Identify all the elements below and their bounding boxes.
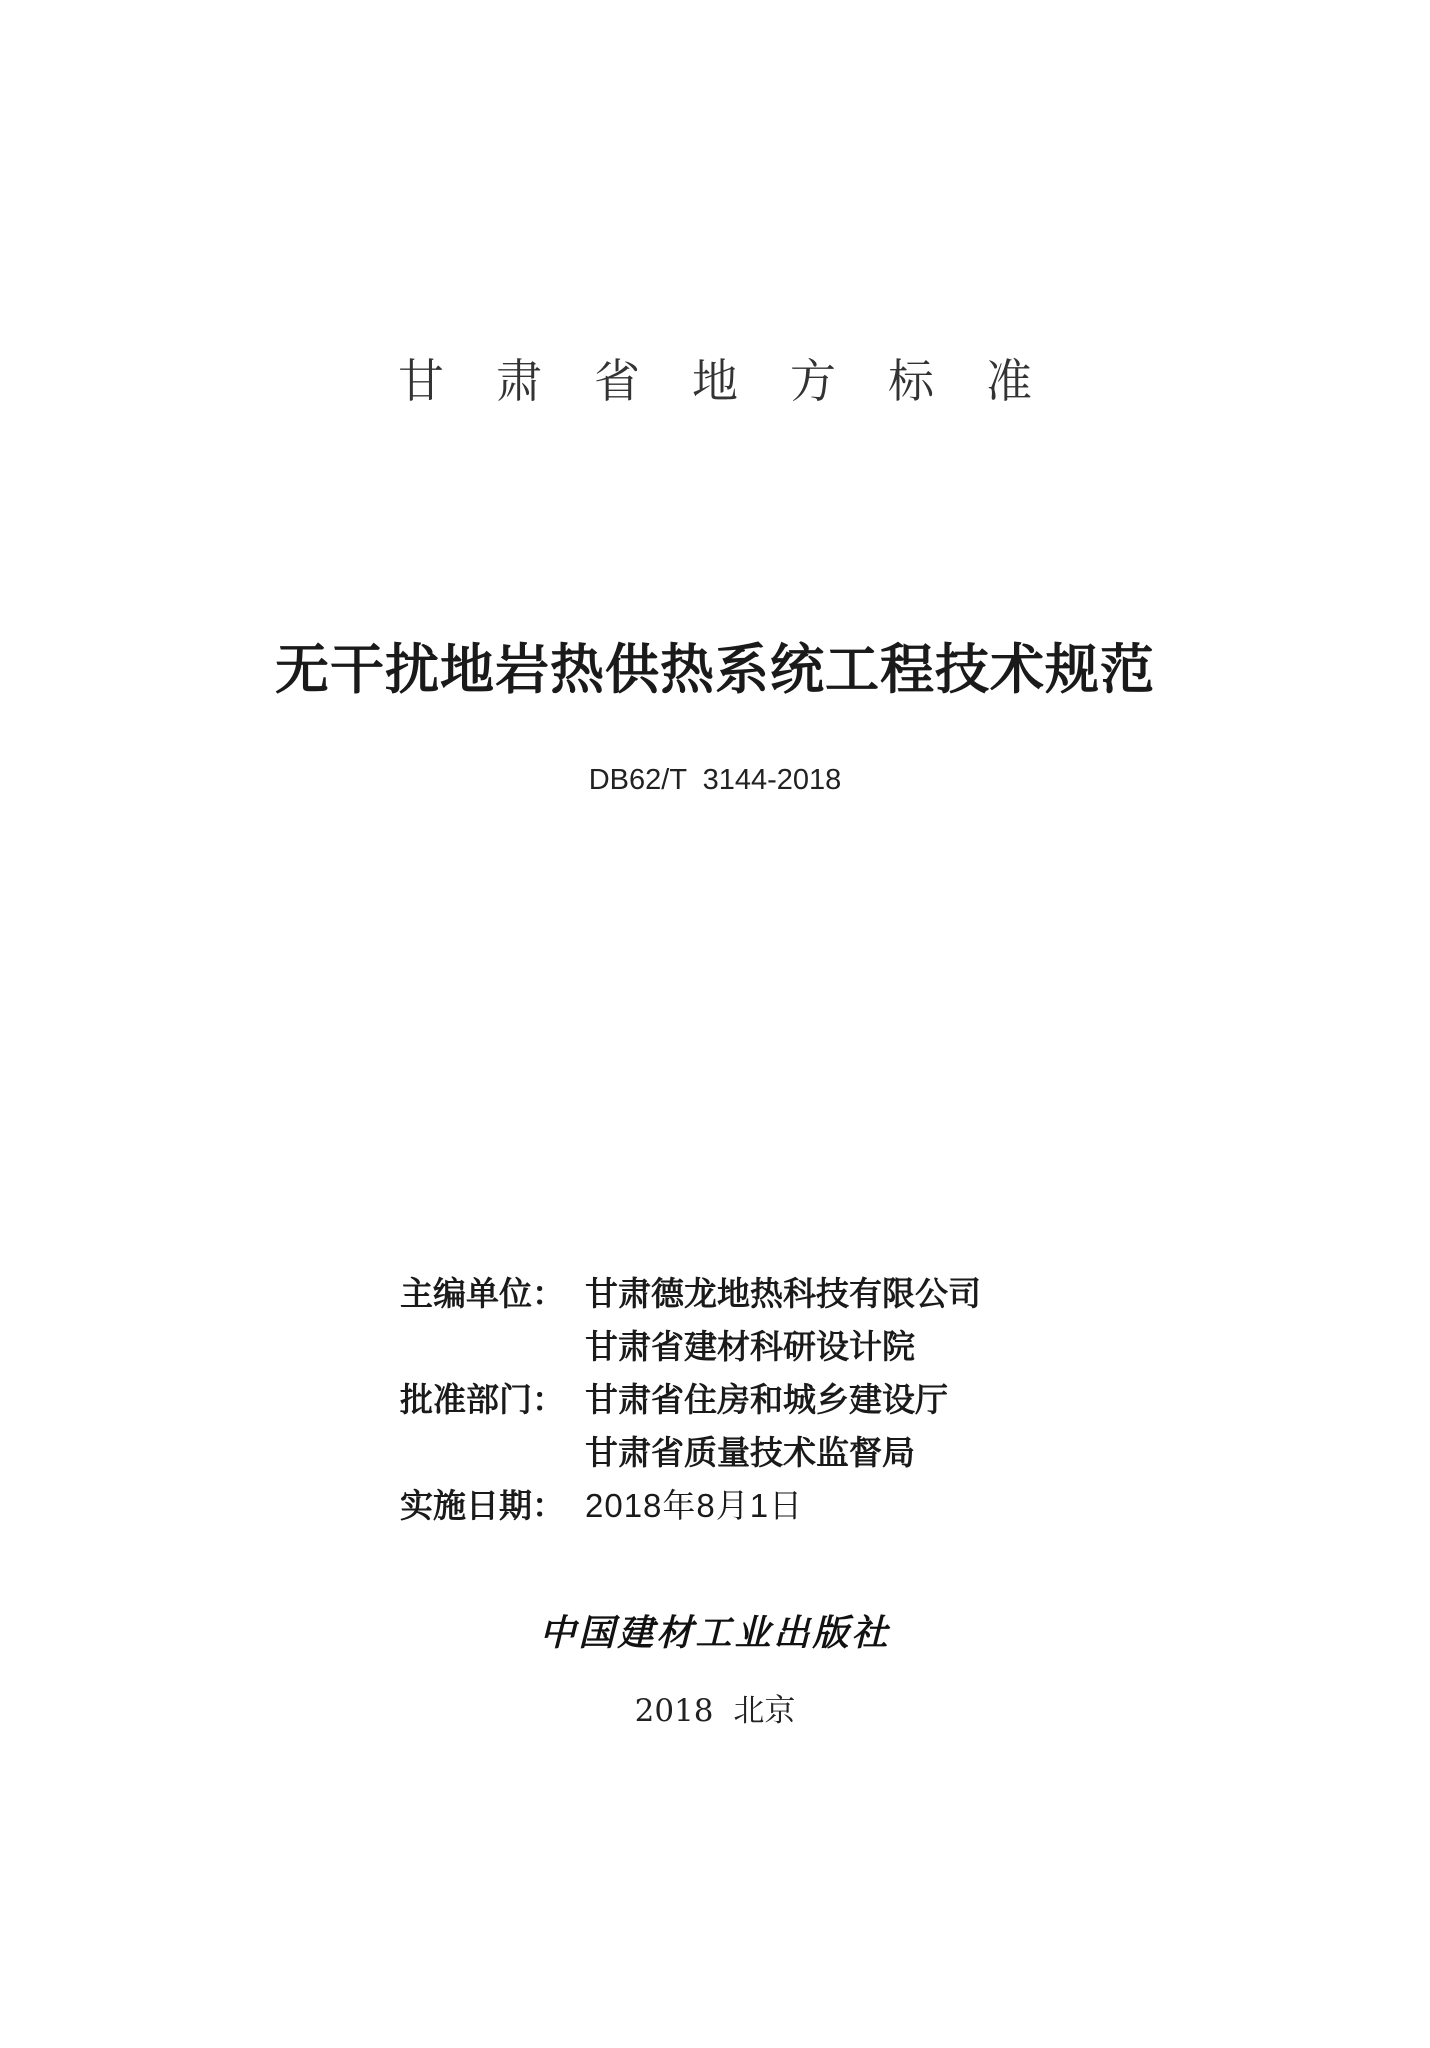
approval-org-1: 甘肃省住房和城乡建设厅 bbox=[585, 1380, 948, 1419]
imprint-year-city: 2018 北京 bbox=[634, 1693, 796, 1729]
standard-series-heading: 甘肃省地方标准 bbox=[398, 354, 1084, 408]
approval-org-2: 甘肃省质量技术监督局 bbox=[585, 1433, 915, 1472]
info-row-approval-2 bbox=[400, 1427, 1160, 1480]
info-row-editor bbox=[400, 1268, 1160, 1321]
editor-label: 主编单位： bbox=[400, 1274, 565, 1313]
info-row-editor-2 bbox=[400, 1321, 1160, 1374]
publisher-name: 中国建材工业出版社 bbox=[539, 1612, 891, 1654]
document-title: 无干扰地岩热供热系统工程技术规范 bbox=[275, 638, 1155, 701]
editor-org-1: 甘肃德龙地热科技有限公司 bbox=[585, 1274, 981, 1313]
info-row-approval bbox=[400, 1374, 1160, 1427]
info-block bbox=[400, 1268, 1160, 1533]
standard-code: DB62/T 3144-2018 bbox=[588, 764, 842, 796]
editor-org-2: 甘肃省建材科研设计院 bbox=[585, 1327, 915, 1366]
info-row-date bbox=[400, 1480, 1160, 1533]
approval-label: 批准部门： bbox=[400, 1380, 565, 1419]
date-label: 实施日期： bbox=[400, 1486, 565, 1525]
implementation-date: 2018年8月1日 bbox=[585, 1487, 804, 1524]
